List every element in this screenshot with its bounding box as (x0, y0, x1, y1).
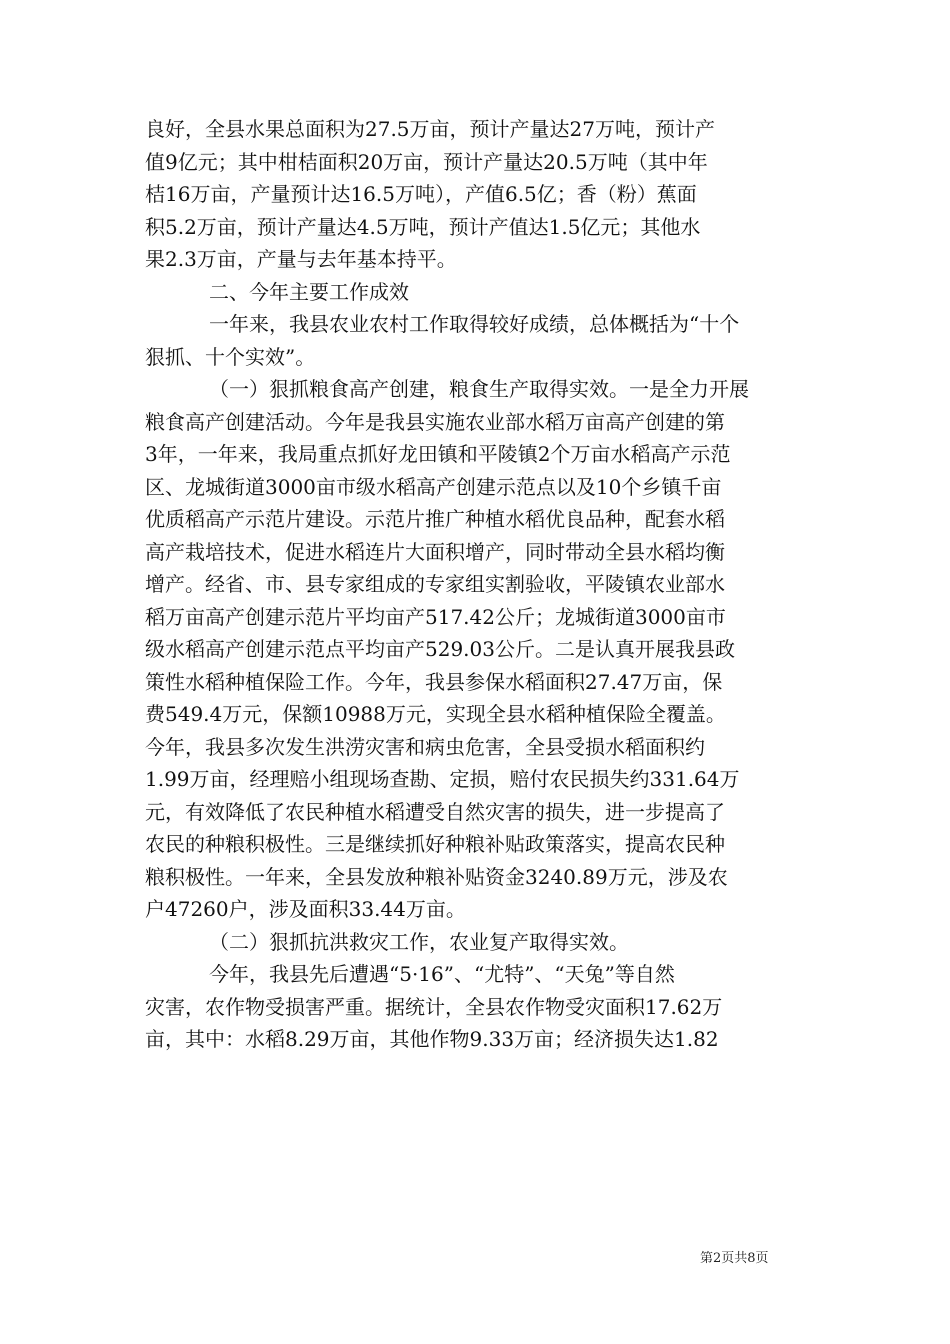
text-line: 级水稻高产创建示范点平均亩产529.03公斤。二是认真开展我县政 (145, 637, 735, 661)
text-line: 狠抓、十个实效”。 (145, 344, 316, 369)
text-line: 1.99万亩，经理赔小组现场查勘、定损，赔付农民损失约331.64万 (145, 767, 740, 791)
text-line: 3年，一年来，我局重点抓好龙田镇和平陵镇2个万亩水稻高产示范 (145, 442, 731, 466)
text-line: 高产栽培技术，促进水稻连片大面积增产，同时带动全县水稻均衡 (145, 539, 725, 564)
text-line: 费549.4万元，保额10988万元，实现全县水稻种植保险全覆盖。 (145, 702, 726, 726)
text-line: 策性水稻种植保险工作。今年，我县参保水稻面积27.47万亩，保 (145, 669, 723, 694)
text-line: 果2.3万亩，产量与去年基本持平。 (145, 247, 457, 271)
text-line: 今年，我县先后遭遇“5·16”、“尤特”、“天兔”等自然 (209, 962, 675, 986)
page-number: 第2页共8页 (700, 1251, 769, 1266)
text-line: 农民的种粮积极性。三是继续抓好种粮补贴政策落实，提高农民种 (145, 832, 725, 856)
subsection-heading: （一）狠抓粮食高产创建，粮食生产取得实效。一是全力开展 (209, 377, 749, 401)
text-line: 粮积极性。一年来，全县发放种粮补贴资金3240.89万元，涉及农 (145, 864, 728, 889)
section-heading: 二、今年主要工作成效 (209, 279, 409, 304)
text-line: 元，有效降低了农民种植水稻遭受自然灾害的损失，进一步提高了 (145, 799, 725, 824)
body-text (145, 113, 810, 1056)
text-line: 稻万亩高产创建示范片平均亩产517.42公斤；龙城街道3000亩市 (145, 604, 726, 629)
text-line: 区、龙城街道3000亩市级水稻高产创建示范点以及10个乡镇千亩 (145, 474, 722, 499)
text-line: 增产。经省、市、县专家组成的专家组实割验收，平陵镇农业部水 (145, 572, 725, 596)
text-line: 一年来，我县农业农村工作取得较好成绩，总体概括为“十个 (209, 312, 740, 336)
text-line: 户47260户，涉及面积33.44万亩。 (145, 897, 466, 921)
text-line: 今年，我县多次发生洪涝灾害和病虫危害，全县受损水稻面积约 (145, 734, 705, 759)
text-line: 值9亿元；其中柑桔面积20万亩，预计产量达20.5万吨（其中年 (145, 149, 708, 174)
text-line: 灾害，农作物受损害严重。据统计，全县农作物受灾面积17.62万 (145, 994, 723, 1019)
text-line: 桔16万亩，产量预计达16.5万吨），产值6.5亿；香（粉）蕉面 (145, 182, 697, 206)
text-line: 良好，全县水果总面积为27.5万亩，预计产量达27万吨，预计产 (145, 117, 715, 141)
text-line: 亩，其中：水稻8.29万亩，其他作物9.33万亩；经济损失达1.82 (145, 1027, 719, 1051)
subsection-heading: （二）狠抓抗洪救灾工作，农业复产取得实效。 (209, 929, 629, 954)
text-line: 粮食高产创建活动。今年是我县实施农业部水稻万亩高产创建的第 (145, 409, 725, 434)
text-line: 积5.2万亩，预计产量达4.5万吨，预计产值达1.5亿元；其他水 (145, 214, 701, 239)
text-line: 优质稻高产示范片建设。示范片推广种植水稻优良品种，配套水稻 (145, 507, 725, 531)
